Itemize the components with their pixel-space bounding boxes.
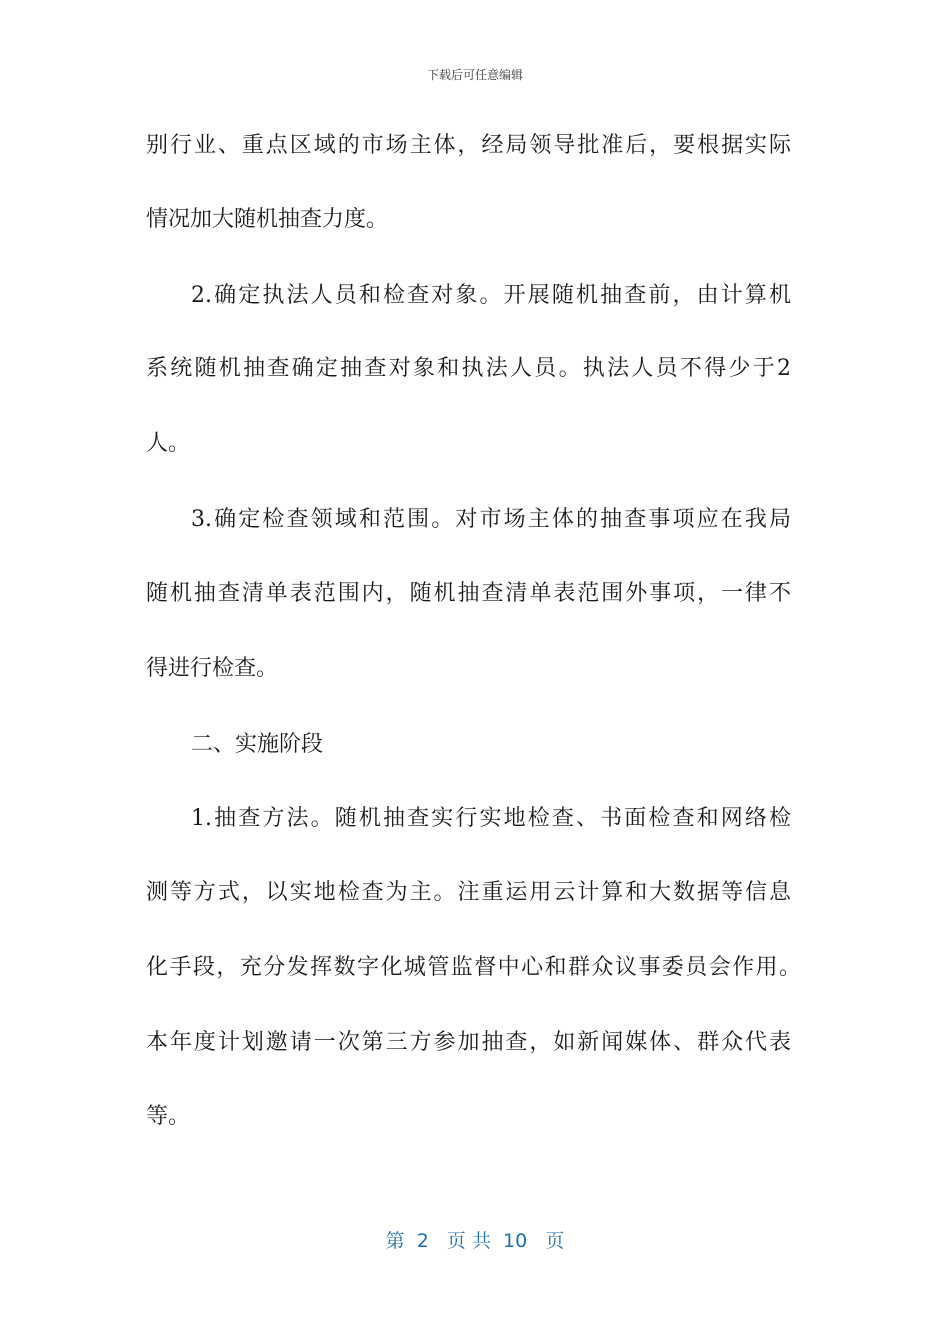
- page-number: 第 2 页 共 10 页: [385, 1230, 565, 1252]
- body-line: 3.确定检查领域和范围。对市场主体的抽查事项应在我局: [191, 507, 791, 532]
- body-line: 随机抽查清单表范围内，随机抽查清单表范围外事项，一律不: [146, 581, 791, 606]
- section-heading: 二、实施阶段: [191, 732, 324, 757]
- body-line: 2.确定执法人员和检查对象。开展随机抽查前，由计算机: [191, 283, 791, 308]
- body-line: 情况加大随机抽查力度。: [146, 207, 389, 232]
- body-line: 化手段，充分发挥数字化城管监督中心和群众议事委员会作用。: [146, 955, 801, 980]
- page-header-note: 下载后可任意编辑: [426, 68, 523, 82]
- body-line: 1.抽查方法。随机抽查实行实地检查、书面检查和网络检: [191, 806, 791, 831]
- body-line: 系统随机抽查确定抽查对象和执法人员。执法人员不得少于2: [146, 356, 791, 381]
- body-line: 得进行检查。: [146, 656, 279, 681]
- body-line: 人。: [146, 431, 191, 456]
- body-line: 本年度计划邀请一次第三方参加抽查，如新闻媒体、群众代表: [146, 1030, 791, 1055]
- body-line: 测等方式，以实地检查为主。注重运用云计算和大数据等信息: [146, 880, 791, 905]
- body-line: 别行业、重点区域的市场主体，经局领导批准后，要根据实际: [146, 133, 791, 158]
- body-line: 等。: [146, 1104, 191, 1129]
